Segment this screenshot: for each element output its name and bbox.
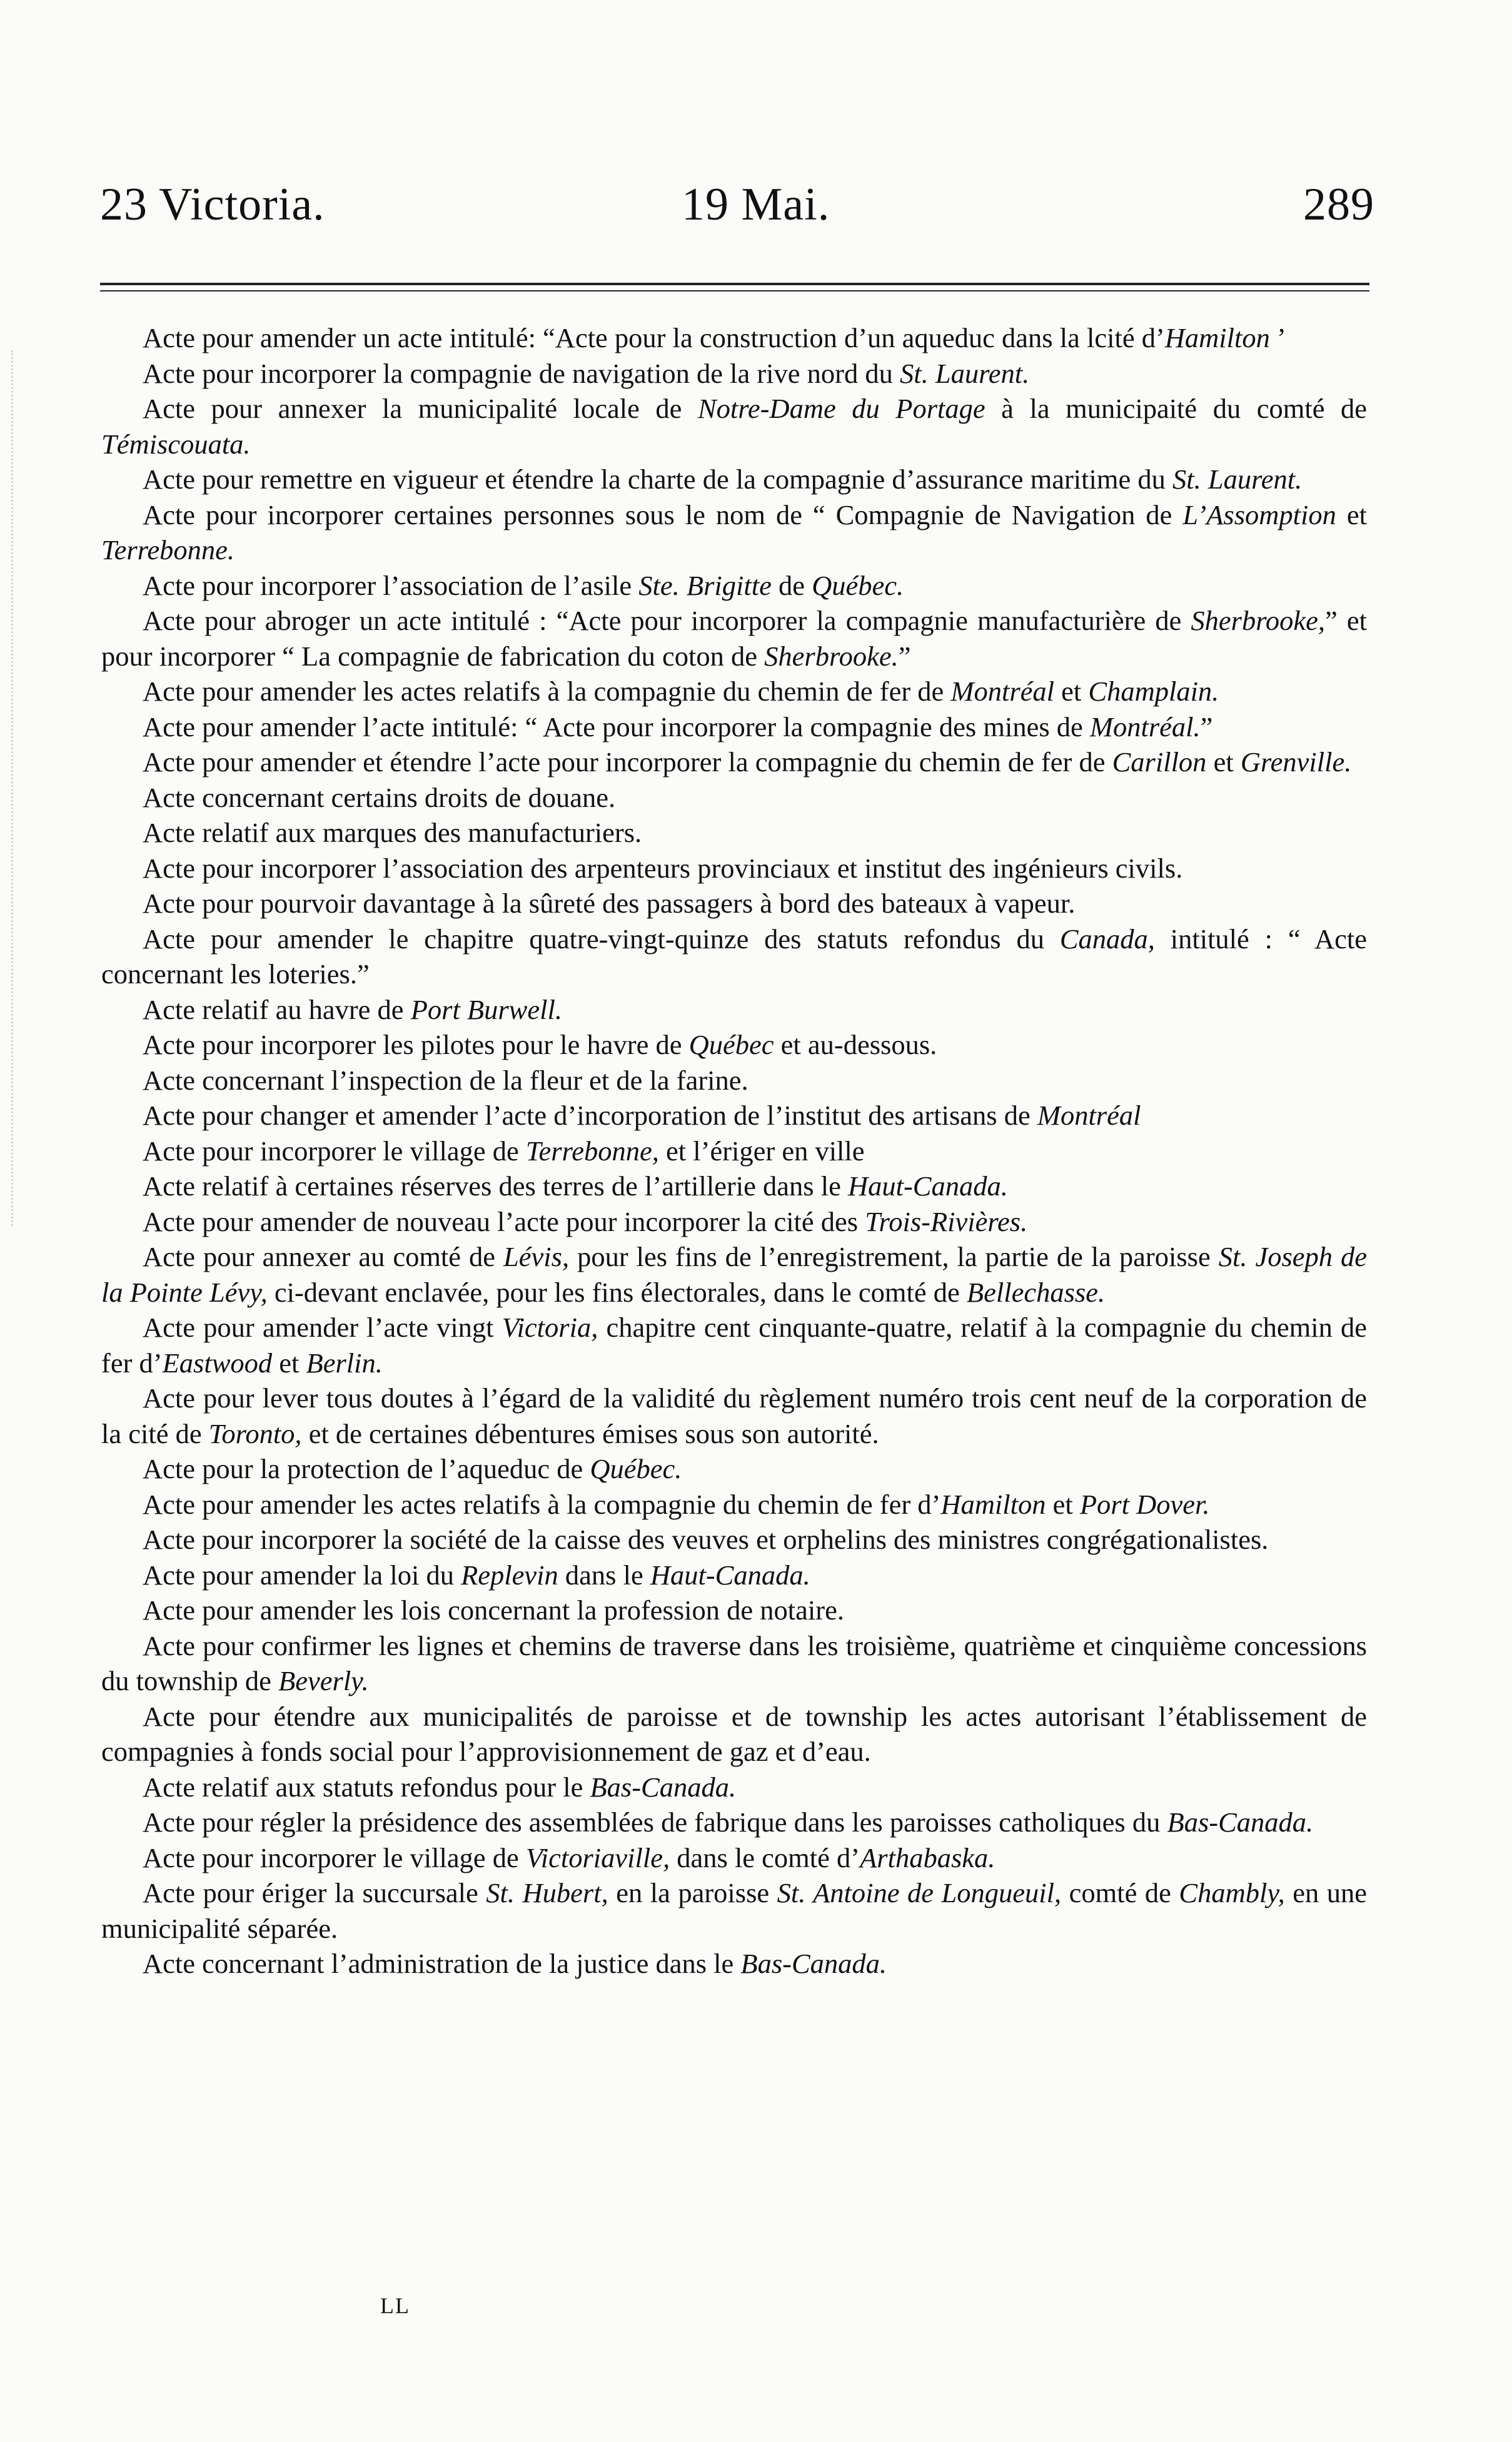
act-entry xyxy=(101,391,1367,462)
italic-run: Montréal. xyxy=(1089,711,1201,742)
act-entry xyxy=(101,921,1367,992)
act-entry xyxy=(101,674,1367,709)
act-entry xyxy=(101,1239,1367,1310)
act-entry xyxy=(101,815,1367,851)
margin-dots xyxy=(11,350,19,1226)
text-run: Acte pour la protection de l’aqueduc de xyxy=(143,1453,590,1484)
italic-run: Québec. xyxy=(590,1453,682,1484)
italic-run: Terrebonne, xyxy=(525,1135,659,1167)
italic-run: Ste. Brigitte xyxy=(638,569,772,601)
text-run: ” xyxy=(898,640,911,672)
act-entry xyxy=(101,320,1367,356)
act-entry xyxy=(101,568,1367,604)
act-entry xyxy=(101,1451,1367,1487)
text-run: et xyxy=(1206,746,1241,778)
text-run: Acte pour amender le chapitre quatre-vingt-quinze des statuts refondus du xyxy=(143,923,1060,955)
italic-run: Sherbrooke, xyxy=(1191,605,1326,636)
text-run: Acte pour incorporer le village de xyxy=(143,1135,526,1167)
italic-run: Victoriaville, xyxy=(525,1842,670,1873)
italic-run: St. Hubert, xyxy=(486,1877,608,1908)
italic-run: Bas-Canada. xyxy=(740,1948,887,1979)
italic-run: Victoria, xyxy=(501,1312,598,1343)
italic-run: Bas-Canada. xyxy=(1167,1806,1314,1838)
act-entry xyxy=(101,356,1367,392)
italic-run: Canada, xyxy=(1059,923,1155,955)
text-run: ” xyxy=(1200,711,1213,742)
italic-run: Hamilton xyxy=(1164,322,1270,353)
text-run: Acte pour amender l’acte vingt xyxy=(143,1312,502,1343)
italic-run: Arthabaska. xyxy=(860,1842,995,1873)
act-entry xyxy=(101,1593,1367,1628)
signature-mark: LL xyxy=(380,2293,410,2318)
text-run: et xyxy=(272,1347,306,1379)
text-run: et au-dessous. xyxy=(774,1029,937,1060)
text-run: Acte pour régler la présidence des assemblées de fabrique dans les paroisses catholiques du xyxy=(143,1806,1167,1838)
italic-run: Beverly. xyxy=(278,1665,369,1696)
italic-run: Montréal xyxy=(950,676,1055,707)
act-entry xyxy=(101,1770,1367,1805)
italic-run: Eastwood xyxy=(162,1347,273,1379)
italic-run: Bas-Canada. xyxy=(590,1771,737,1803)
header-rule-thin xyxy=(100,290,1369,291)
act-entry xyxy=(101,780,1367,816)
act-entry xyxy=(101,886,1367,921)
text-run: Acte pour amender de nouveau l’acte pour incorporer la cité des xyxy=(143,1205,865,1237)
header-rule-thick xyxy=(100,283,1369,285)
text-run: Acte pour annexer au comté de xyxy=(143,1241,504,1272)
italic-run: Lévis, xyxy=(503,1241,570,1272)
text-run: Acte pour incorporer le village de xyxy=(143,1842,526,1873)
act-entry xyxy=(101,1098,1367,1133)
italic-run: Port Dover. xyxy=(1079,1488,1210,1520)
act-entry xyxy=(101,1204,1367,1240)
text-run: ’ xyxy=(1269,322,1286,353)
act-entry xyxy=(101,1805,1367,1840)
act-entry xyxy=(101,1027,1367,1063)
text-run: Acte relatif aux marques des manufacturiers. xyxy=(143,817,642,848)
text-run: dans le comté d’ xyxy=(670,1842,860,1873)
text-run: dans le xyxy=(558,1559,650,1591)
act-entry xyxy=(101,603,1367,674)
running-head-center: 19 Mai. xyxy=(682,179,830,230)
text-run: en une municipalité séparée. xyxy=(101,1877,1368,1944)
text-run: Acte pour incorporer l’association des arpenteurs provinciaux et institut des ingénieurs civils. xyxy=(143,852,1183,884)
act-entry xyxy=(101,462,1367,497)
text-run: Acte pour lever tous doutes à l’égard de la validité du règlement numéro trois cent neuf de la corporation de la cité de xyxy=(101,1382,1367,1449)
italic-run: Replevin xyxy=(461,1559,558,1591)
italic-run: St. Laurent. xyxy=(899,357,1030,389)
italic-run: L’Assomption xyxy=(1182,499,1336,530)
italic-run: Montréal xyxy=(1037,1100,1141,1131)
italic-run: Port Burwell. xyxy=(410,993,562,1025)
text-run: Acte pour annexer la municipalité locale de xyxy=(143,393,698,424)
text-run: chapitre cent cinquante-quatre, relatif à la compagnie du chemin de fer d’ xyxy=(101,1312,1367,1379)
italic-run: Notre-Dame du Portage xyxy=(697,393,985,424)
italic-run: Haut-Canada. xyxy=(847,1170,1008,1202)
text-run: pour les fins de l’enregistrement, la partie de la paroisse xyxy=(569,1241,1219,1272)
text-run: Acte relatif aux statuts refondus pour le xyxy=(143,1771,590,1803)
act-entry xyxy=(101,1699,1367,1770)
text-run: ” et pour incorporer “ La compagnie de fabrication du coton de xyxy=(101,605,1367,672)
act-entry xyxy=(101,1946,1367,1982)
act-entry xyxy=(101,1558,1367,1593)
italic-run: Trois-Rivières. xyxy=(865,1205,1028,1237)
acts-list xyxy=(101,320,1367,1982)
text-run: comté de xyxy=(1061,1877,1179,1908)
text-run: intitulé : “ Acte concernant les loteries.” xyxy=(101,923,1367,990)
text-run: Acte concernant certains droits de douane. xyxy=(143,781,616,813)
italic-run: Champlain. xyxy=(1088,676,1219,707)
text-run: Acte pour pourvoir davantage à la sûreté des passagers à bord des bateaux à vapeur. xyxy=(143,888,1076,919)
text-run: Acte pour amender la loi du xyxy=(143,1559,461,1591)
act-entry xyxy=(101,1168,1367,1204)
italic-run: Grenville. xyxy=(1240,746,1352,778)
text-run: Acte pour abroger un acte intitulé : “Acte pour incorporer la compagnie manufacturière de xyxy=(143,605,1191,636)
italic-run: St. Antoine de Longueuil, xyxy=(777,1877,1062,1908)
text-run: Acte pour incorporer certaines personnes sous le nom de “ Compagnie de Navigation de xyxy=(143,499,1183,530)
italic-run: Sherbrooke. xyxy=(764,640,899,672)
act-entry xyxy=(101,1487,1367,1522)
text-run: Acte pour étendre aux municipalités de paroisse et de township les actes autorisant l’établissement de compagnies à fonds social pour l’approvisionnement de gaz et d’eau. xyxy=(101,1700,1367,1767)
text-run: de xyxy=(771,569,812,601)
text-run: Acte concernant l’inspection de la fleur et de la farine. xyxy=(143,1064,748,1096)
text-run: et l’ériger en ville xyxy=(658,1135,865,1167)
act-entry xyxy=(101,992,1367,1028)
italic-run: Haut-Canada. xyxy=(650,1559,810,1591)
act-entry xyxy=(101,744,1367,780)
text-run: Acte pour amender un acte intitulé: “Acte pour la construction d’un aqueduc dans la lcité d’ xyxy=(143,322,1165,353)
page-number: 289 xyxy=(1303,179,1374,230)
italic-run: Terrebonne. xyxy=(101,534,235,565)
text-run: Acte pour incorporer la compagnie de navigation de la rive nord du xyxy=(143,357,900,389)
text-run: Acte pour amender et étendre l’acte pour incorporer la compagnie du chemin de fer de xyxy=(143,746,1112,778)
act-entry xyxy=(101,1628,1367,1699)
act-entry xyxy=(101,497,1367,568)
text-run: et xyxy=(1046,1488,1080,1520)
text-run: Acte pour ériger la succursale xyxy=(143,1877,486,1908)
act-entry xyxy=(101,1840,1367,1876)
text-run: et xyxy=(1336,499,1367,530)
italic-run: St. Laurent. xyxy=(1172,464,1303,495)
text-run: Acte relatif au havre de xyxy=(143,993,411,1025)
text-run: Acte relatif à certaines réserves des terres de l’artillerie dans le xyxy=(143,1170,848,1202)
italic-run: Bellechasse. xyxy=(966,1276,1106,1308)
text-run: Acte pour changer et amender l’acte d’incorporation de l’institut des artisans de xyxy=(143,1100,1037,1131)
text-run: Acte pour amender les actes relatifs à la compagnie du chemin de fer d’ xyxy=(143,1488,941,1520)
text-run: et xyxy=(1054,676,1089,707)
text-run: Acte pour amender l’acte intitulé: “ Acte pour incorporer la compagnie des mines de xyxy=(143,711,1090,742)
text-run: Acte pour amender les lois concernant la profession de notaire. xyxy=(143,1594,844,1626)
running-head-left: 23 Victoria. xyxy=(100,179,325,230)
text-run: Acte pour remettre en vigueur et étendre la charte de la compagnie d’assurance maritime du xyxy=(143,464,1172,495)
act-entry xyxy=(101,1133,1367,1169)
text-run: Acte pour incorporer la société de la caisse des veuves et orphelins des ministres congrégationalistes. xyxy=(143,1524,1269,1555)
text-run: et de certaines débentures émises sous son autorité. xyxy=(301,1417,879,1449)
italic-run: Berlin. xyxy=(306,1347,383,1379)
italic-run: Chambly, xyxy=(1179,1877,1285,1908)
act-entry xyxy=(101,851,1367,886)
act-entry xyxy=(101,1310,1367,1381)
text-run: Acte pour incorporer les pilotes pour le havre de xyxy=(143,1029,689,1060)
italic-run: Québec xyxy=(688,1029,774,1060)
italic-run: Témiscouata. xyxy=(101,428,251,460)
act-entry xyxy=(101,1381,1367,1451)
italic-run: St. Joseph de la Pointe Lévy, xyxy=(101,1241,1367,1308)
act-entry xyxy=(101,709,1367,745)
act-entry xyxy=(101,1875,1367,1946)
text-run: à la municipaité du comté de xyxy=(985,393,1367,424)
italic-run: Hamilton xyxy=(940,1488,1046,1520)
italic-run: Carillon xyxy=(1112,746,1207,778)
italic-run: Toronto, xyxy=(208,1417,302,1449)
text-run: Acte pour amender les actes relatifs à la compagnie du chemin de fer de xyxy=(143,676,951,707)
act-entry xyxy=(101,1522,1367,1558)
text-run: Acte pour confirmer les lignes et chemins de traverse dans les troisième, quatrième et cinquième concessions du township de xyxy=(101,1629,1367,1696)
text-run: en la paroisse xyxy=(608,1877,777,1908)
text-run: Acte pour incorporer l’association de l’asile xyxy=(143,569,639,601)
text-run: ci-devant enclavée, pour les fins électorales, dans le comté de xyxy=(267,1276,967,1308)
italic-run: Québec. xyxy=(812,569,904,601)
text-run: Acte concernant l’administration de la justice dans le xyxy=(143,1948,741,1979)
act-entry xyxy=(101,1063,1367,1098)
